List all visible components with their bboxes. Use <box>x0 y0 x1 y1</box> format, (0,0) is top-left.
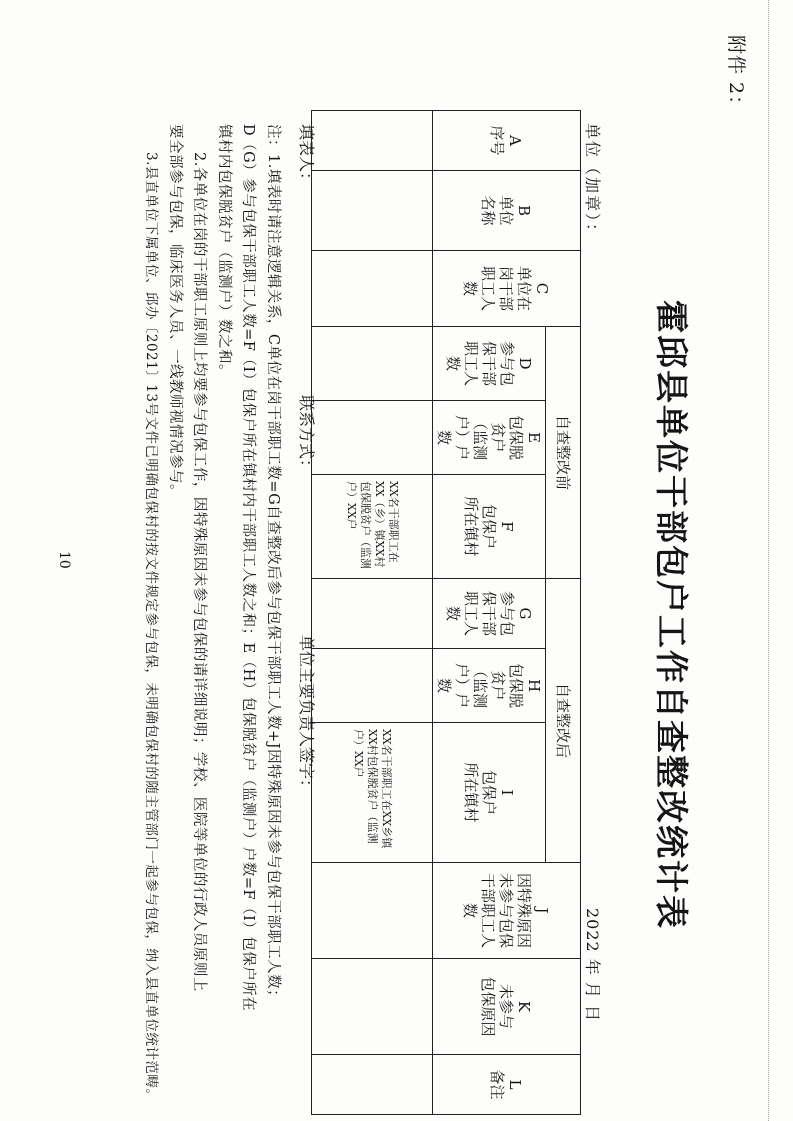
filler-label: 填表人： <box>297 124 316 189</box>
note-line-2: D（G）参与包保干部职工人数=F（I）包保户所在镇村内干部职工人数之和；E（H）包保脱贫户（监测户）户数=F（I）包保户所在 <box>240 124 256 1012</box>
cell-i-example[interactable]: XX名干部职工在XX乡镇XX村包保脱贫户（监测户）XX户 <box>312 723 433 863</box>
header-d: D 参与包 保干部 职工人 数 <box>433 327 546 401</box>
note-line-3: 镇村内包保脱贫户（监测户）数之和。 <box>216 124 232 379</box>
note-line-1: 注：1.填表时请注意逻辑关系，C单位在岗干部职工数=G自查整改后参与包保干部职工人数+J因特殊原因未参与包保干部职工人数； <box>265 124 281 1005</box>
header-e: E 包保脱 贫户 （监测 户）户 数 <box>433 401 546 475</box>
cell-g[interactable] <box>312 579 433 649</box>
note-line-6: 3.县直单位下属单位、邱办〔2021〕13号文件已明确包保村的按文件规定参与包保，未明确包保村的随主管部门一起参与包保，纳入县直单位统计范畴。 <box>143 152 159 1103</box>
header-j: J 因特殊原因 未参与包保 干部职工人 数 <box>433 863 581 959</box>
group-before: 自查整改前 <box>546 327 581 579</box>
cell-j[interactable] <box>312 863 433 959</box>
header-h: H 包保脱 贫户 （监测 户）户 数 <box>433 649 546 723</box>
note-line-4: 2.各单位在岗的干部职工原则上均要参与包保工作，因特殊原因未参与包保的请详细说明；学校、医院等单位的行政人员原则上 <box>191 152 207 992</box>
cell-k[interactable] <box>312 959 433 1055</box>
cell-b[interactable] <box>312 171 433 251</box>
header-f: F 包保户 所在镇村 <box>433 475 546 579</box>
contact-label: 联系方式： <box>297 395 316 476</box>
note-line-5: 要全部参与包保，临床医务人员、一线教师视情况参与。 <box>167 124 183 499</box>
cell-e[interactable] <box>312 401 433 475</box>
attachment-label: 附件 2： <box>725 35 747 116</box>
cell-a[interactable] <box>312 111 433 171</box>
cell-h[interactable] <box>312 649 433 723</box>
header-a: A 序号 <box>433 111 581 171</box>
date-text: 2022 年 月 日 <box>583 908 602 1022</box>
page-number: 10 <box>56 551 72 569</box>
cell-d[interactable] <box>312 327 433 401</box>
cell-l[interactable] <box>312 1055 433 1115</box>
cell-c[interactable] <box>312 251 433 327</box>
header-b: B 单位 名称 <box>433 171 581 251</box>
leader-signature-label: 单位主要负责人签字： <box>297 635 316 796</box>
group-after: 自查整改后 <box>546 579 581 863</box>
header-l: L 备注 <box>433 1055 581 1115</box>
scan-edge-line <box>768 0 770 1121</box>
header-c: C 单位在 岗干部 职工人 数 <box>433 251 581 327</box>
header-i: I 包保户 所在镇村 <box>433 723 546 863</box>
unit-seal-label: 单位（加章）： <box>583 123 602 242</box>
statistics-table <box>311 110 581 1115</box>
header-g: G 参与包 保干部 职工人 数 <box>433 579 546 649</box>
header-k: K 未参与 包保原因 <box>433 959 581 1055</box>
page-title: 霍邱县单位干部包户工作自查整改统计表 <box>652 300 691 930</box>
cell-f-example[interactable]: XX名干部职工在XX（乡）镇XX村包保脱贫户（监测户）XX户 <box>312 475 433 579</box>
